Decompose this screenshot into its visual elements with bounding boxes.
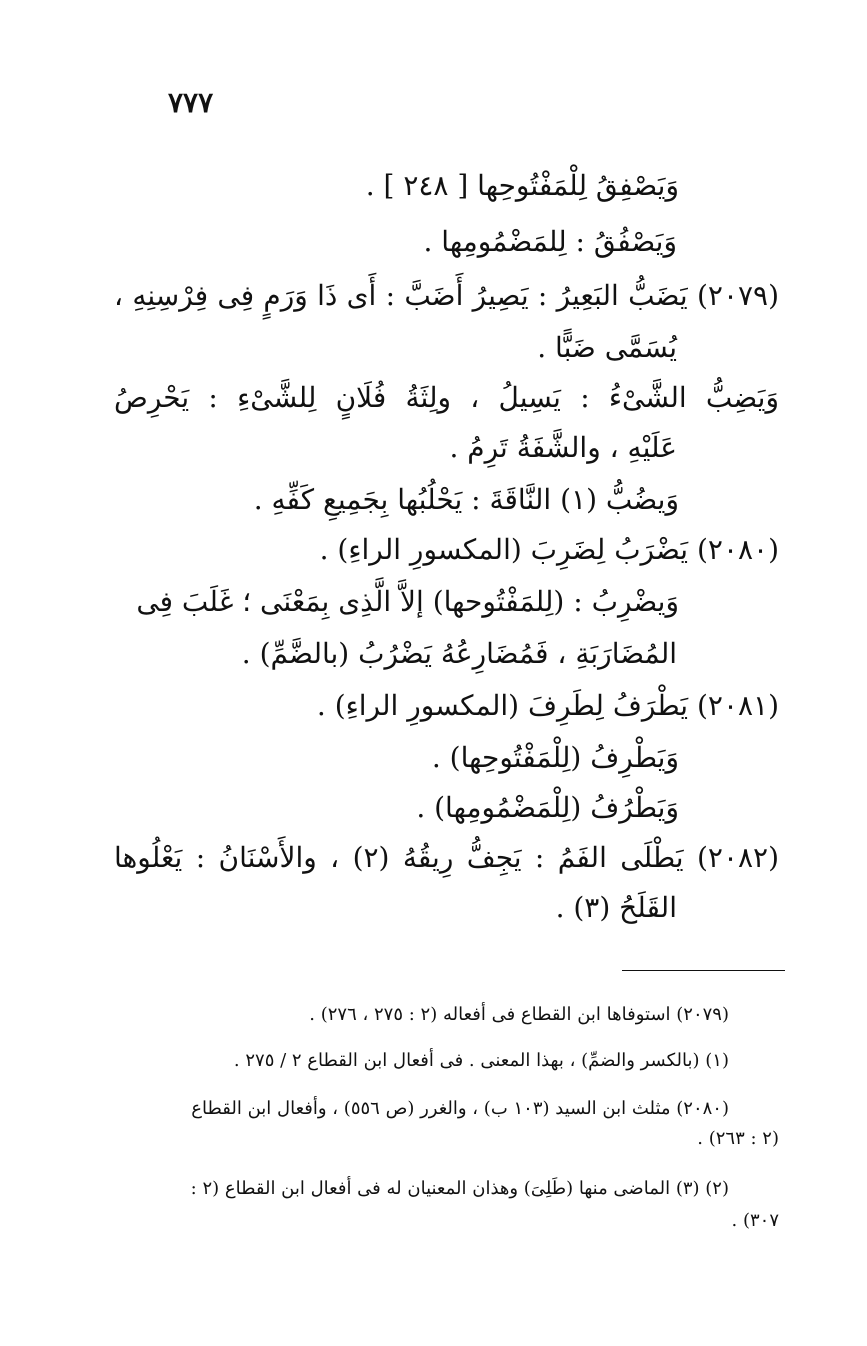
entry-line: وَيَطْرِفُ (لِلْمَفْتُوحِها) .	[431, 741, 679, 774]
footnote: (٢٠٨٠) مثلث ابن السيد (١٠٣ ب) ، والغرر (ص ٥٥٦) ، وأفعال ابن القطاع	[191, 1098, 729, 1119]
entry-line: (٢٠٨٠) يَضْرَبُ لِضَرِبَ (المكسورِ الراءِ) .	[319, 533, 779, 566]
entry-line: (٢٠٨١) يَطْرَفُ لِطَرِفَ (المكسورِ الراءِ) .	[316, 689, 779, 722]
entry-line: المُضَارَبَةِ ، فَمُضَارِعُهُ يَضْرُبُ (بالضَّمِّ) .	[241, 637, 677, 670]
footnote-separator	[622, 970, 785, 971]
entry-line: وَيضْرِبُ : (لِلمَفْتُوحها) إلاَّ الَّذِى بِمَعْنَى ؛ غَلَبَ فِى	[136, 585, 679, 618]
entry-line: عَلَيْهِ ، والشَّفَةُ تَرِمُ .	[449, 431, 677, 464]
entry-line: وَيضُبُّ (١) النَّاقَةَ : يَحْلُبُها بِجَمِيعِ كَفِّهِ .	[253, 483, 679, 516]
footnote: (٢) (٣) الماضى منها (طَلِىَ) وهذان المعنيان له فى أفعال ابن القطاع (٢ :	[190, 1178, 729, 1199]
entry-line: (٢٠٨٢) يَطْلَى الفَمُ : يَجِفُّ رِيقُهُ (٢) ، والأَسْنَانُ : يَعْلُوها	[114, 841, 779, 874]
entry-line: وَيَصْفِقُ لِلْمَفْتُوحِها [ ٢٤٨ ] .	[365, 169, 679, 202]
entry-line: (٢٠٧٩) يَضَبُّ البَعِيرُ : يَصِيرُ أَضَبَّ : أَى ذَا وَرَمٍ فِى فِرْسِنِهِ ،	[114, 279, 779, 312]
entry-line: وَيَصْفُقُ : لِلمَضْمُومِها .	[423, 225, 677, 258]
entry-line: وَيَطْرُفُ (لِلْمَضْمُومِها) .	[416, 791, 679, 824]
entry-line: يُسَمَّى ضَبًّا .	[537, 331, 677, 364]
page-number: ٧٧٧	[168, 86, 214, 119]
footnote: ٣٠٧) .	[731, 1210, 779, 1231]
entry-line: القَلَحُ (٣) .	[555, 891, 677, 924]
footnote: (٢٠٧٩) استوفاها ابن القطاع فى أفعاله (٢ : ٢٧٥ ، ٢٧٦) .	[309, 1004, 729, 1025]
footnote: (١) (بالكسر والضمِّ) ، بهذا المعنى . فى أفعال ابن القطاع ٢ / ٢٧٥ .	[233, 1050, 729, 1071]
entry-line: وَيَضِبُّ الشَّىْءُ : يَسِيلُ ، ولِثَةُ فُلَانٍ لِلشَّىْءِ : يَحْرِصُ	[114, 381, 779, 414]
footnote: (٢ : ٢٦٣) .	[697, 1128, 779, 1149]
